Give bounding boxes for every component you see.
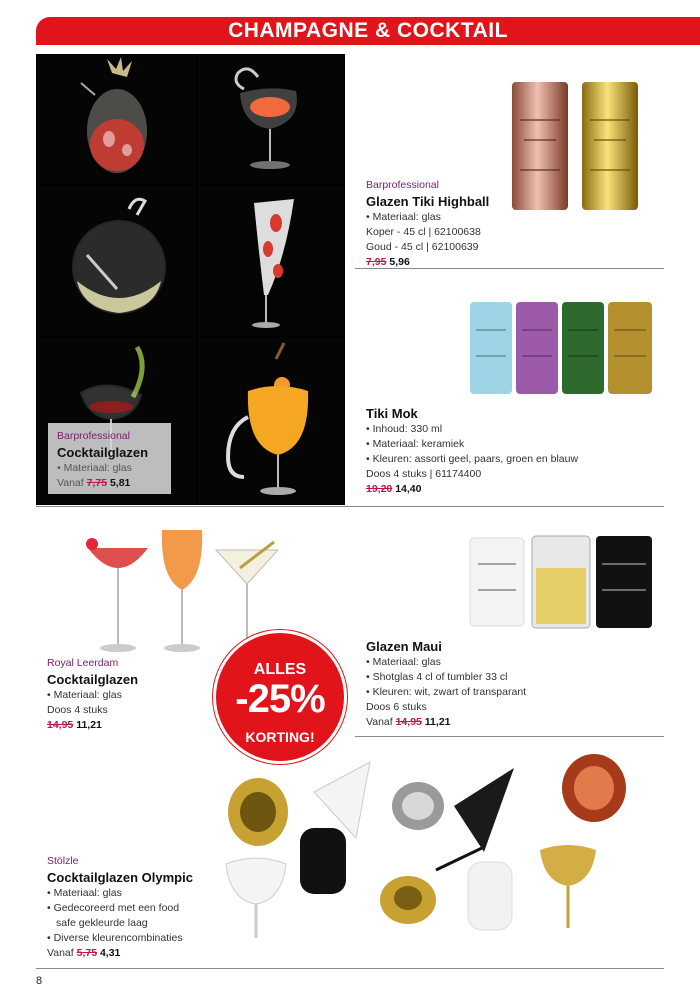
- tiki-highball-brand: Barprofessional: [366, 179, 439, 191]
- tiki-highball-image: [506, 80, 646, 212]
- pineapple-glass-photo: [37, 55, 196, 184]
- maui-glasses-image: [468, 534, 654, 630]
- olympic-brand: Stölzle: [47, 855, 79, 867]
- tiki-mok-image: [468, 300, 658, 396]
- olympic-info: [47, 854, 222, 961]
- olympic-price: Vanaf 5,75 4,31: [47, 947, 121, 959]
- maui-bullet: • Shotglas 4 cl of tumbler 33 cl: [366, 670, 666, 685]
- overlay-price: Vanaf 7,75 5,81: [57, 477, 131, 489]
- divider: [355, 268, 664, 269]
- tiki-highball-price: 7,95 5,96: [366, 256, 410, 268]
- swan-glass-photo: [198, 55, 344, 184]
- royal-leerdam-name: Cocktailglazen: [47, 672, 139, 687]
- tiki-mok-name: Tiki Mok: [366, 406, 418, 421]
- maui-bullet: • Materiaal: glas: [366, 655, 666, 670]
- olympic-bullet-continuation: safe gekleurde laag: [56, 917, 148, 929]
- divider: [355, 736, 664, 737]
- tiki-highball-name: Glazen Tiki Highball: [366, 194, 490, 209]
- divider: [36, 506, 664, 507]
- royal-leerdam-pack: Doos 4 stuks: [47, 704, 108, 716]
- maui-price: Vanaf 14,95 11,21: [366, 716, 451, 728]
- page-number: 8: [36, 975, 43, 987]
- tiki-mok-bullet: • Kleuren: assorti geel, paars, groen en blauw: [366, 452, 666, 467]
- badge-line1: ALLES: [253, 661, 307, 678]
- apple-glass-photo: [37, 185, 196, 336]
- horn-glass-photo: [198, 185, 344, 336]
- olympic-glasses-image: [222, 752, 662, 948]
- royal-leerdam-material: • Materiaal: glas: [47, 688, 207, 703]
- discount-badge: [213, 630, 347, 764]
- badge-line2: -25%: [235, 677, 325, 721]
- maui-pack: Doos 6 stuks: [366, 701, 427, 713]
- divider: [36, 968, 664, 969]
- olympic-bullet: • Materiaal: glas: [47, 886, 222, 901]
- cocktailglazen-overlay: [48, 423, 171, 494]
- maui-bullet: • Kleuren: wit, zwart of transparant: [366, 685, 666, 700]
- tiki-highball-line2: Goud - 45 cl | 62100639: [366, 241, 479, 253]
- overlay-product-name: Cocktailglazen: [57, 445, 149, 460]
- royal-leerdam-brand: Royal Leerdam: [47, 657, 119, 669]
- tiki-mok-price: 19,20 14,40: [366, 483, 422, 495]
- royal-leerdam-info: [47, 656, 207, 733]
- tiki-mok-bullet: • Inhoud: 330 ml: [366, 422, 666, 437]
- straw-glass-photo: [198, 337, 344, 504]
- olympic-name: Cocktailglazen Olympic: [47, 870, 193, 885]
- section-title: CHAMPAGNE & COCKTAIL: [228, 19, 508, 42]
- overlay-material: • Materiaal: glas: [57, 461, 167, 476]
- tiki-mok-info: [366, 405, 666, 497]
- tiki-highball-info: [366, 178, 506, 270]
- maui-info: [366, 638, 666, 730]
- tiki-mok-bullet: • Materiaal: keramiek: [366, 437, 666, 452]
- maui-name: Glazen Maui: [366, 639, 442, 654]
- section-header: [36, 17, 700, 45]
- overlay-brand: Barprofessional: [57, 430, 130, 442]
- royal-leerdam-price: 14,95 11,21: [47, 719, 102, 731]
- tiki-highball-line1: Koper - 45 cl | 62100638: [366, 226, 481, 238]
- olympic-bullet: • Diverse kleurencombinaties: [47, 931, 222, 946]
- olympic-bullet: • Gedecoreerd met een food: [47, 901, 222, 916]
- tiki-highball-material: • Materiaal: glas: [366, 210, 506, 225]
- tiki-mok-pack: Doos 4 stuks | 61174400: [366, 468, 482, 480]
- badge-line3: KORTING!: [245, 729, 315, 745]
